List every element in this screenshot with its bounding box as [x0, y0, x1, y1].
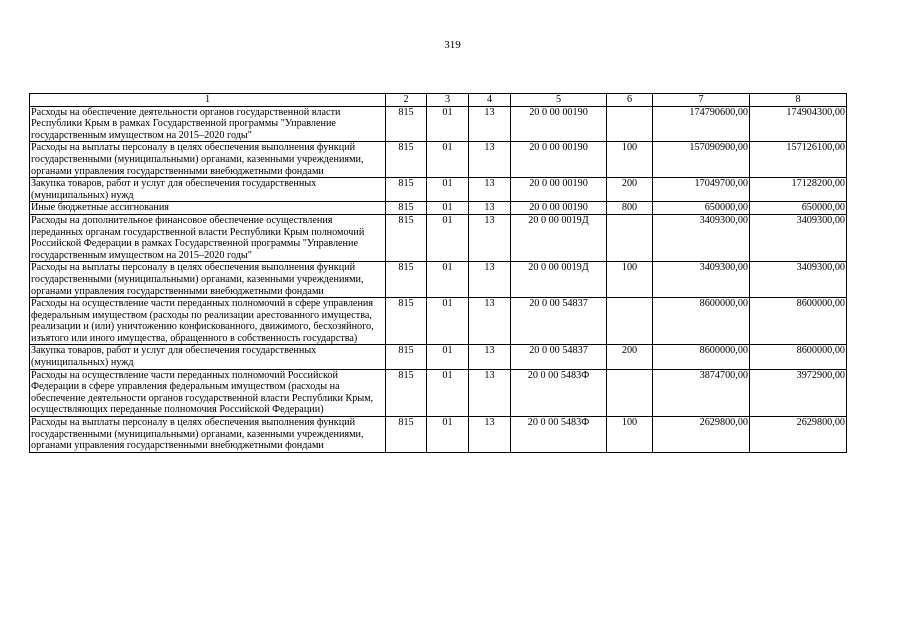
target-article-cell: 20 0 00 0019Д — [511, 262, 607, 298]
expense-type-cell: 800 — [607, 202, 653, 215]
amount-year2-cell: 17128200,00 — [750, 178, 847, 202]
ministry-code-cell: 815 — [386, 178, 427, 202]
ministry-code-cell: 815 — [386, 142, 427, 178]
table-row — [30, 298, 847, 345]
section-code-cell: 01 — [427, 298, 469, 345]
ministry-code-cell: 815 — [386, 106, 427, 142]
expense-type-cell — [607, 298, 653, 345]
table-row — [30, 369, 847, 416]
ministry-code-cell: 815 — [386, 202, 427, 215]
header-cell-6: 6 — [607, 94, 653, 107]
subsection-code-cell: 13 — [469, 202, 511, 215]
subsection-code-cell: 13 — [469, 262, 511, 298]
amount-year2-cell: 2629800,00 — [750, 417, 847, 453]
amount-year1-cell: 17049700,00 — [653, 178, 750, 202]
amount-year2-cell: 174904300,00 — [750, 106, 847, 142]
subsection-code-cell: 13 — [469, 369, 511, 416]
subsection-code-cell: 13 — [469, 142, 511, 178]
expense-name-cell: Расходы на выплаты персоналу в целях обеспечения выполнения функций государственными (муниципальными) органами, казенными учреждениями, органами управления государственными внебюджетными фондами — [30, 262, 386, 298]
target-article-cell: 20 0 00 00190 — [511, 178, 607, 202]
section-code-cell: 01 — [427, 142, 469, 178]
header-cell-7: 7 — [653, 94, 750, 107]
ministry-code-cell: 815 — [386, 417, 427, 453]
expense-name-cell: Расходы на осуществление части переданных полномочий в сфере управления федеральным имуществом (расходы по реализации арестованного имущества, реализации и (или) уничтожению конфискованного, движимого, бесхозяйного, изъятого или иного имущества, обращенного в собственность государства) — [30, 298, 386, 345]
expense-type-cell — [607, 106, 653, 142]
expense-type-cell: 100 — [607, 262, 653, 298]
table-row — [30, 345, 847, 369]
amount-year1-cell: 3409300,00 — [653, 214, 750, 261]
section-code-cell: 01 — [427, 214, 469, 261]
amount-year2-cell: 3409300,00 — [750, 214, 847, 261]
amount-year1-cell: 8600000,00 — [653, 345, 750, 369]
section-code-cell: 01 — [427, 345, 469, 369]
subsection-code-cell: 13 — [469, 417, 511, 453]
target-article-cell: 20 0 00 00190 — [511, 142, 607, 178]
subsection-code-cell: 13 — [469, 298, 511, 345]
amount-year2-cell: 650000,00 — [750, 202, 847, 215]
ministry-code-cell: 815 — [386, 345, 427, 369]
expense-type-cell: 100 — [607, 142, 653, 178]
subsection-code-cell: 13 — [469, 178, 511, 202]
expense-name-cell: Расходы на осуществление части переданных полномочий Российской Федерации в сфере управления федеральным имуществом (расходы на обеспечение деятельности органов государственной власти Республики Крым, осуществляющих переданные полномочия Российской Федерации) — [30, 369, 386, 416]
header-cell-1: 1 — [30, 94, 386, 107]
header-cell-5: 5 — [511, 94, 607, 107]
expense-name-cell: Иные бюджетные ассигнования — [30, 202, 386, 215]
expense-type-cell — [607, 214, 653, 261]
expense-name-cell: Расходы на выплаты персоналу в целях обеспечения выполнения функций государственными (муниципальными) органами, казенными учреждениями, органами управления государственными внебюджетными фондами — [30, 142, 386, 178]
header-cell-3: 3 — [427, 94, 469, 107]
table-row — [30, 262, 847, 298]
expense-name-cell: Расходы на дополнительное финансовое обеспечение осуществления переданных органам государственной власти Республики Крым полномочий Российской Федерации в рамках Государственной программы "Управление государственным имуществом на 2015–2020 годы" — [30, 214, 386, 261]
ministry-code-cell: 815 — [386, 262, 427, 298]
budget-table — [29, 93, 847, 453]
amount-year2-cell: 3972900,00 — [750, 369, 847, 416]
target-article-cell: 20 0 00 5483Ф — [511, 369, 607, 416]
expense-type-cell: 200 — [607, 345, 653, 369]
target-article-cell: 20 0 00 00190 — [511, 106, 607, 142]
expense-type-cell: 200 — [607, 178, 653, 202]
amount-year1-cell: 157090900,00 — [653, 142, 750, 178]
table-row — [30, 202, 847, 215]
expense-type-cell — [607, 369, 653, 416]
section-code-cell: 01 — [427, 106, 469, 142]
table-row — [30, 142, 847, 178]
section-code-cell: 01 — [427, 202, 469, 215]
amount-year2-cell: 3409300,00 — [750, 262, 847, 298]
subsection-code-cell: 13 — [469, 214, 511, 261]
amount-year1-cell: 8600000,00 — [653, 298, 750, 345]
header-cell-4: 4 — [469, 94, 511, 107]
section-code-cell: 01 — [427, 178, 469, 202]
amount-year1-cell: 3874700,00 — [653, 369, 750, 416]
target-article-cell: 20 0 00 0019Д — [511, 214, 607, 261]
amount-year2-cell: 157126100,00 — [750, 142, 847, 178]
amount-year2-cell: 8600000,00 — [750, 345, 847, 369]
amount-year2-cell: 8600000,00 — [750, 298, 847, 345]
page-number: 319 — [444, 39, 461, 51]
table-row — [30, 417, 847, 453]
ministry-code-cell: 815 — [386, 298, 427, 345]
table-row — [30, 178, 847, 202]
target-article-cell: 20 0 00 00190 — [511, 202, 607, 215]
header-row — [30, 94, 847, 107]
subsection-code-cell: 13 — [469, 106, 511, 142]
table-body — [30, 106, 847, 452]
target-article-cell: 20 0 00 5483Ф — [511, 417, 607, 453]
section-code-cell: 01 — [427, 262, 469, 298]
header-cell-2: 2 — [386, 94, 427, 107]
amount-year1-cell: 2629800,00 — [653, 417, 750, 453]
ministry-code-cell: 815 — [386, 214, 427, 261]
expense-name-cell: Закупка товаров, работ и услуг для обеспечения государственных (муниципальных) нужд — [30, 345, 386, 369]
section-code-cell: 01 — [427, 417, 469, 453]
header-cell-8: 8 — [750, 94, 847, 107]
section-code-cell: 01 — [427, 369, 469, 416]
expense-name-cell: Расходы на обеспечение деятельности органов государственной власти Республики Крым в рамках Государственной программы "Управление государственным имуществом на 2015–2020 годы" — [30, 106, 386, 142]
table-row — [30, 214, 847, 261]
amount-year1-cell: 650000,00 — [653, 202, 750, 215]
amount-year1-cell: 174790600,00 — [653, 106, 750, 142]
table-row — [30, 106, 847, 142]
target-article-cell: 20 0 00 54837 — [511, 345, 607, 369]
expense-type-cell: 100 — [607, 417, 653, 453]
expense-name-cell: Расходы на выплаты персоналу в целях обеспечения выполнения функций государственными (муниципальными) органами, казенными учреждениями, органами управления государственными внебюджетными фондами — [30, 417, 386, 453]
subsection-code-cell: 13 — [469, 345, 511, 369]
target-article-cell: 20 0 00 54837 — [511, 298, 607, 345]
ministry-code-cell: 815 — [386, 369, 427, 416]
expense-name-cell: Закупка товаров, работ и услуг для обеспечения государственных (муниципальных) нужд — [30, 178, 386, 202]
amount-year1-cell: 3409300,00 — [653, 262, 750, 298]
